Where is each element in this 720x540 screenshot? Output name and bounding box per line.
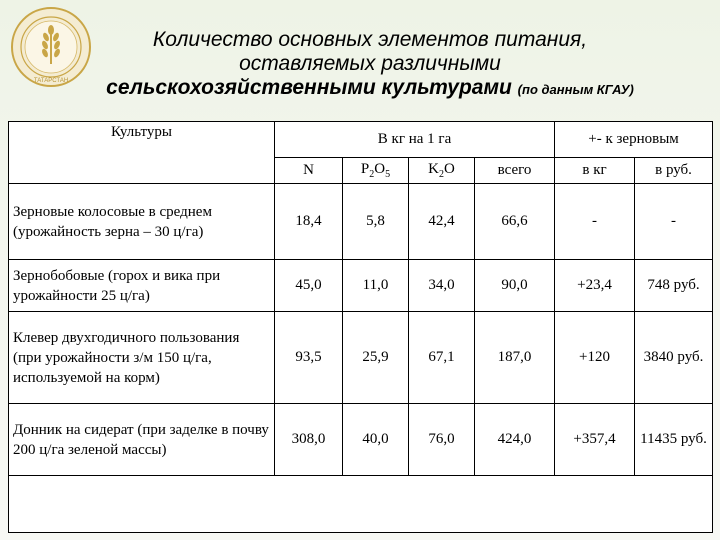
row-k2o: 76,0 (409, 404, 475, 476)
header-p2o5: $P_2O_5$ (343, 158, 409, 184)
table-row (9, 404, 713, 476)
row-crop-name: Клевер двухгодичного пользования (при урожайности з/м 150 ц/га, используемой на корм) (9, 312, 275, 404)
row-p2o5: 25,9 (343, 312, 409, 404)
title-line-2: оставляемых различными (239, 52, 501, 75)
title-line-3: сельскохозяйственными культурами (106, 76, 512, 99)
row-p2o5: 5,8 (343, 184, 409, 260)
table-row-empty (9, 476, 713, 533)
row-kg: +357,4 (555, 404, 635, 476)
row-crop-name: Зернобобовые (горох и вика при урожайности 25 ц/га) (9, 260, 275, 312)
header-k2o: $K_2O$ (409, 158, 475, 184)
header-vs-grain: +- к зерновым (555, 122, 713, 158)
row-k2o: 34,0 (409, 260, 475, 312)
title-line-1: Количество основных элементов питания, (152, 28, 588, 51)
row-p2o5: 11,0 (343, 260, 409, 312)
row-total: 424,0 (475, 404, 555, 476)
row-crop-name: Донник на сидерат (при заделке в почву 200 ц/га зеленой массы) (9, 404, 275, 476)
header-n: N (275, 158, 343, 184)
empty-cell (9, 476, 713, 533)
logo-ring-text: ТАТАРСТАН (33, 78, 69, 84)
table-row (9, 260, 713, 312)
row-n: 18,4 (275, 184, 343, 260)
row-total: 90,0 (475, 260, 555, 312)
table-row (9, 184, 713, 260)
row-n: 45,0 (275, 260, 343, 312)
table-row (9, 312, 713, 404)
row-n: 308,0 (275, 404, 343, 476)
page-title (40, 28, 700, 102)
header-per-ha: В кг на 1 га (275, 122, 555, 158)
row-rub: 3840 руб. (635, 312, 713, 404)
row-p2o5: 40,0 (343, 404, 409, 476)
row-k2o: 67,1 (409, 312, 475, 404)
row-kg: - (555, 184, 635, 260)
row-kg: +120 (555, 312, 635, 404)
title-source: (по данным КГАУ) (517, 82, 634, 97)
nutrients-table (8, 121, 713, 533)
row-k2o: 42,4 (409, 184, 475, 260)
row-crop-name: Зерновые колосовые в среднем (урожайность зерна – 30 ц/га) (9, 184, 275, 260)
row-rub: 748 руб. (635, 260, 713, 312)
row-n: 93,5 (275, 312, 343, 404)
header-culture: Культуры (9, 122, 275, 184)
row-rub: 11435 руб. (635, 404, 713, 476)
row-rub: - (635, 184, 713, 260)
header-in-kg: в кг (555, 158, 635, 184)
row-total: 187,0 (475, 312, 555, 404)
row-kg: +23,4 (555, 260, 635, 312)
header-total: всего (475, 158, 555, 184)
row-total: 66,6 (475, 184, 555, 260)
header-in-rub: в руб. (635, 158, 713, 184)
